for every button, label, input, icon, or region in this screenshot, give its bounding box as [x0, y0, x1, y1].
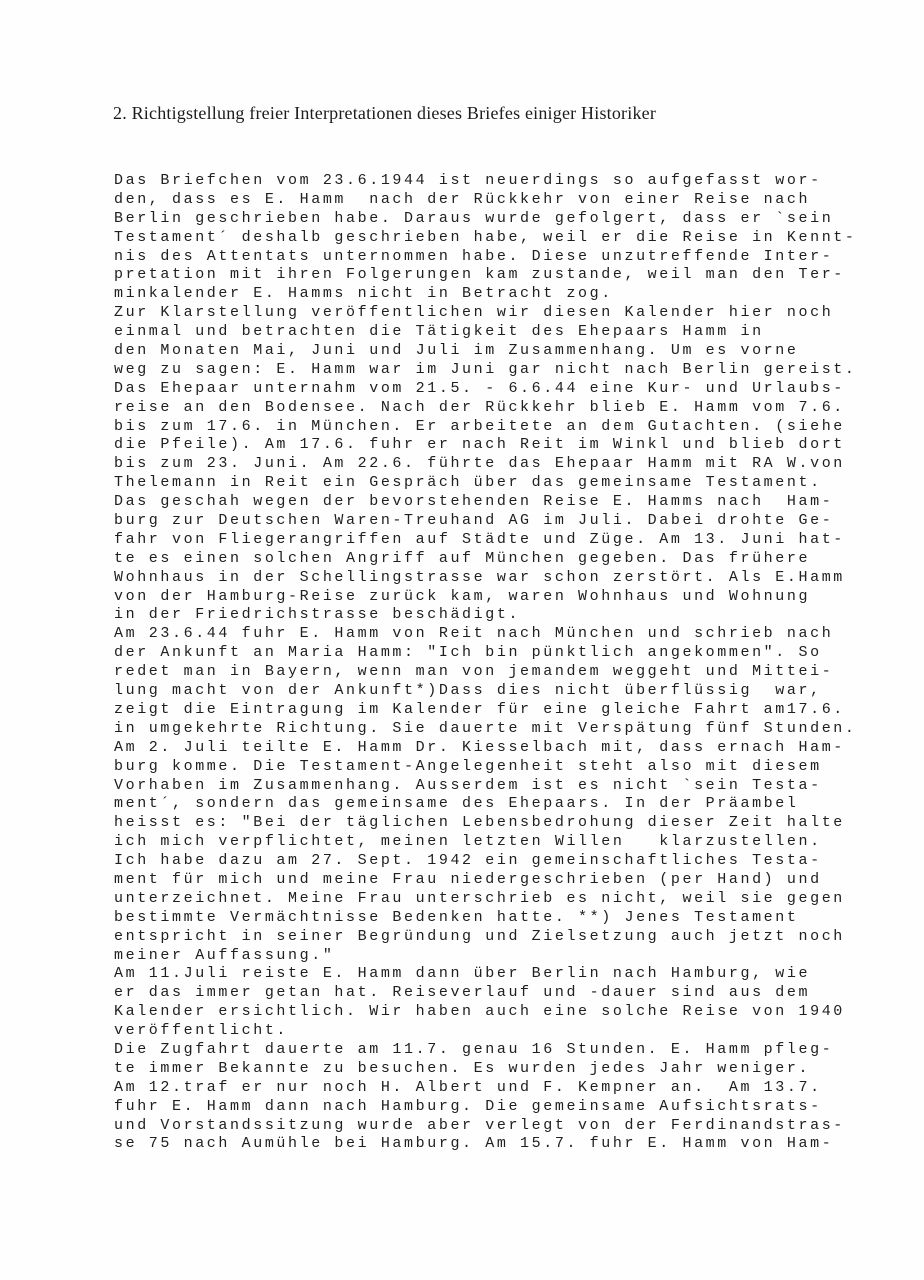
- text-line: veröffentlicht.: [114, 1022, 289, 1040]
- text-line: bis zum 17.6. in München. Er arbeitete an dem Gutachten. (siehe: [114, 417, 845, 435]
- text-line: Das Briefchen vom 23.6.1944 ist neuerdings so aufgefasst wor-: [114, 172, 822, 189]
- text-line: lung macht von der Ankunft*)Dass dies nicht überflüssig war,: [114, 682, 822, 700]
- text-line: Vorhaben im Zusammenhang. Ausserdem ist es nicht `sein Testa-: [114, 776, 822, 794]
- text-line: Zur Klarstellung veröffentlichen wir diesen Kalender hier noch: [114, 304, 834, 322]
- text-line: entspricht in seiner Begründung und Zielsetzung auch jetzt noch: [114, 927, 845, 945]
- text-line: Am 12.traf er nur noch H. Albert und F. Kempner an. Am 13.7.: [114, 1078, 822, 1096]
- text-line: Berlin geschrieben habe. Daraus wurde gefolgert, dass er `sein: [114, 209, 834, 227]
- text-line: zeigt die Eintragung im Kalender für eine gleiche Fahrt am17.6.: [114, 700, 845, 718]
- text-line: Ich habe dazu am 27. Sept. 1942 ein gemeinschaftliches Testa-: [114, 852, 822, 870]
- text-line: den Monaten Mai, Juni und Juli im Zusammenhang. Um es vorne: [114, 342, 799, 360]
- text-line: fahr von Fliegerangriffen auf Städte und Züge. Am 13. Juni hat-: [114, 530, 845, 548]
- text-line: redet man in Bayern, wenn man von jemandem weggeht und Mittei-: [114, 663, 834, 681]
- text-line: in umgekehrte Richtung. Sie dauerte mit Verspätung fünf Stunden.: [114, 719, 857, 737]
- text-line: reise an den Bodensee. Nach der Rückkehr blieb E. Hamm vom 7.6.: [114, 398, 845, 416]
- text-line: den, dass es E. Hamm nach der Rückkehr von einer Reise nach: [114, 190, 811, 208]
- text-line: meiner Auffassung.": [114, 946, 335, 964]
- text-line: ment´, sondern das gemeinsame des Ehepaars. In der Präambel: [114, 795, 799, 813]
- text-line: Kalender ersichtlich. Wir haben auch eine solche Reise von 1940: [114, 1003, 845, 1021]
- text-line: te es einen solchen Angriff auf München gegeben. Das frühere: [114, 549, 811, 567]
- text-line: bestimmte Vermächtnisse Bedenken hatte. **) Jenes Testament: [114, 908, 799, 926]
- text-line: fuhr E. Hamm dann nach Hamburg. Die gemeinsame Aufsichtsrats-: [114, 1097, 822, 1115]
- text-line: Das geschah wegen der bevorstehenden Reise E. Hamms nach Ham-: [114, 493, 834, 511]
- text-line: Das Ehepaar unternahm vom 21.5. - 6.6.44 eine Kur- und Urlaubs-: [114, 379, 845, 397]
- text-line: bis zum 23. Juni. Am 22.6. führte das Ehepaar Hamm mit RA W.von: [114, 455, 845, 473]
- text-line: Am 11.Juli reiste E. Hamm dann über Berlin nach Hamburg, wie: [114, 965, 811, 983]
- document-title: 2. Richtigstellung freier Interpretationen dieses Briefes einiger Historiker: [113, 103, 657, 123]
- text-line: Am 2. Juli teilte E. Hamm Dr. Kiesselbach mit, dass ernach Ham-: [114, 738, 845, 756]
- text-line: in der Friedrichstrasse beschädigt.: [114, 606, 521, 624]
- text-line: der Ankunft an Maria Hamm: "Ich bin pünktlich angekommen". So: [114, 644, 822, 662]
- text-line: weg zu sagen: E. Hamm war im Juni gar nicht nach Berlin gereist.: [114, 360, 857, 378]
- text-line: te immer Bekannte zu besuchen. Es wurden jedes Jahr weniger.: [114, 1059, 811, 1077]
- text-line: ment für mich und meine Frau niedergeschrieben (per Hand) und: [114, 870, 822, 888]
- text-line: Am 23.6.44 fuhr E. Hamm von Reit nach München und schrieb nach: [114, 625, 834, 643]
- text-line: er das immer getan hat. Reiseverlauf und -dauer sind aus dem: [114, 984, 811, 1002]
- text-line: von der Hamburg-Reise zurück kam, waren Wohnhaus und Wohnung: [114, 587, 811, 605]
- text-line: einmal und betrachten die Tätigkeit des Ehepaars Hamm in: [114, 323, 764, 341]
- text-line: se 75 nach Aumühle bei Hamburg. Am 15.7. fuhr E. Hamm von Ham-: [114, 1135, 834, 1153]
- text-line: Testament´ deshalb geschrieben habe, weil er die Reise in Kennt-: [114, 228, 857, 246]
- document-body: [114, 172, 857, 1154]
- text-line: Die Zugfahrt dauerte am 11.7. genau 16 Stunden. E. Hamm pfleg-: [114, 1040, 834, 1058]
- text-line: und Vorstandssitzung wurde aber verlegt von der Ferdinandstras-: [114, 1116, 845, 1134]
- text-line: ich mich verpflichtet, meinen letzten Willen klarzustellen.: [114, 833, 822, 851]
- text-line: burg komme. Die Testament-Angelegenheit steht also mit diesem: [114, 757, 822, 775]
- text-line: heisst es: "Bei der täglichen Lebensbedrohung dieser Zeit halte: [114, 814, 845, 832]
- text-line: nis des Attentats unternommen habe. Diese unzutreffende Inter-: [114, 247, 834, 265]
- text-line: die Pfeile). Am 17.6. fuhr er nach Reit im Winkl und blieb dort: [114, 436, 845, 454]
- text-line: Thelemann in Reit ein Gespräch über das gemeinsame Testament.: [114, 474, 822, 492]
- text-line: pretation mit ihren Folgerungen kam zustande, weil man den Ter-: [114, 266, 845, 284]
- text-line: unterzeichnet. Meine Frau unterschrieb es nicht, weil sie gegen: [114, 889, 845, 907]
- text-line: Wohnhaus in der Schellingstrasse war schon zerstört. Als E.Hamm: [114, 568, 845, 586]
- text-line: minkalender E. Hamms nicht in Betracht zog.: [114, 285, 613, 303]
- text-line: burg zur Deutschen Waren-Treuhand AG im Juli. Dabei drohte Ge-: [114, 512, 834, 530]
